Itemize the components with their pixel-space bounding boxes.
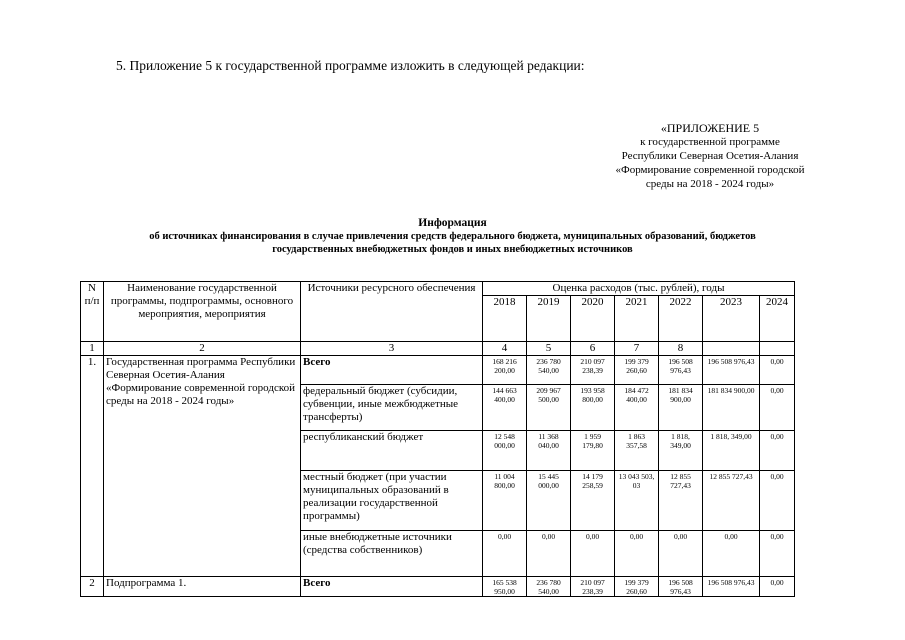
value-cell: 0,00 (760, 431, 795, 471)
value-cell: 0,00 (571, 531, 615, 577)
value-cell: 15 445 000,00 (527, 471, 571, 531)
heading-title: Информация (418, 217, 487, 229)
value-cell: 193 958 800,00 (571, 385, 615, 431)
value-cell: 181 834 900,00 (703, 385, 760, 431)
column-number (760, 342, 795, 356)
value-cell: 210 097 238,39 (571, 577, 615, 597)
column-number: 4 (483, 342, 527, 356)
value-cell: 210 097 238,39 (571, 356, 615, 385)
value-cell: 11 004 800,00 (483, 471, 527, 531)
value-cell: 181 834 900,00 (659, 385, 703, 431)
value-cell: 165 538 950,00 (483, 577, 527, 597)
source-cell: республиканский бюджет (301, 431, 483, 471)
year-header: 2020 (571, 296, 615, 342)
value-cell: 0,00 (615, 531, 659, 577)
value-cell: 12 855 727,43 (703, 471, 760, 531)
value-cell: 1 959 179,80 (571, 431, 615, 471)
col-header-name: Наименование государственной программы, подпрограммы, основного мероприятия, мероприятия (104, 282, 301, 342)
year-header: 2023 (703, 296, 760, 342)
column-number: 5 (527, 342, 571, 356)
column-number: 3 (301, 342, 483, 356)
value-cell: 11 368 040,00 (527, 431, 571, 471)
appendix-line: Республики Северная Осетия-Алания (621, 150, 799, 162)
col-header-num: N п/п (81, 282, 104, 342)
column-number: 7 (615, 342, 659, 356)
value-cell: 199 379 260,60 (615, 356, 659, 385)
value-cell: 196 508 976,43 (703, 577, 760, 597)
table-row (81, 577, 795, 597)
value-cell: 12 548 000,00 (483, 431, 527, 471)
row-number: 1. (81, 356, 104, 577)
value-cell: 13 043 503, 03 (615, 471, 659, 531)
source-cell: федеральный бюджет (субсидии, субвенции, иные межбюджетные трансферты) (301, 385, 483, 431)
value-cell: 196 508 976,43 (659, 577, 703, 597)
value-cell: 0,00 (527, 531, 571, 577)
value-cell: 196 508 976,43 (703, 356, 760, 385)
table-row (81, 356, 795, 385)
value-cell: 1 863 357,58 (615, 431, 659, 471)
value-cell: 184 472 400,00 (615, 385, 659, 431)
subprogram-name: Подпрограмма 1. (104, 577, 301, 597)
year-header: 2024 (760, 296, 795, 342)
row-number: 2 (81, 577, 104, 597)
column-number: 2 (104, 342, 301, 356)
col-header-source: Источники ресурсного обеспечения (301, 282, 483, 342)
value-cell: 14 179 258,59 (571, 471, 615, 531)
table-heading (60, 216, 845, 256)
value-cell: 0,00 (760, 531, 795, 577)
value-cell: 0,00 (703, 531, 760, 577)
column-number: 8 (659, 342, 703, 356)
appendix-line: среды на 2018 - 2024 годы» (645, 178, 775, 190)
value-cell: 1 818, 349,00 (703, 431, 760, 471)
year-header: 2018 (483, 296, 527, 342)
appendix-block (590, 121, 830, 191)
value-cell: 0,00 (483, 531, 527, 577)
column-number: 6 (571, 342, 615, 356)
column-number: 1 (81, 342, 104, 356)
source-cell: Всего (301, 356, 483, 385)
year-header: 2019 (527, 296, 571, 342)
column-number-row (81, 342, 795, 356)
value-cell: 0,00 (760, 385, 795, 431)
value-cell: 236 780 540,00 (527, 577, 571, 597)
appendix-line: «Формирование современной городской (615, 164, 805, 176)
value-cell: 236 780 540,00 (527, 356, 571, 385)
value-cell: 0,00 (760, 577, 795, 597)
value-cell: 1 818, 349,00 (659, 431, 703, 471)
col-header-estimate: Оценка расходов (тыс. рублей), годы (483, 282, 795, 296)
intro-text: 5. Приложение 5 к государственной программе изложить в следующей редакции: (116, 58, 585, 73)
funding-table (80, 281, 795, 597)
heading-line: государственных внебюджетных фондов и иных внебюджетных источников (272, 244, 633, 255)
source-cell: Всего (301, 577, 483, 597)
value-cell: 0,00 (760, 471, 795, 531)
value-cell: 0,00 (760, 356, 795, 385)
value-cell: 0,00 (659, 531, 703, 577)
heading-line: об источниках финансирования в случае привлечения средств федерального бюджета, муниципальных образований, бюджетов (149, 231, 756, 242)
source-cell: иные внебюджетные источники (средства собственников) (301, 531, 483, 577)
value-cell: 199 379 260,60 (615, 577, 659, 597)
value-cell: 168 216 200,00 (483, 356, 527, 385)
value-cell: 144 663 400,00 (483, 385, 527, 431)
header-row (81, 282, 795, 296)
value-cell: 196 508 976,43 (659, 356, 703, 385)
appendix-line: к государственной программе (640, 136, 780, 148)
appendix-line: «ПРИЛОЖЕНИЕ 5 (660, 121, 760, 135)
value-cell: 209 967 500,00 (527, 385, 571, 431)
program-name: Государственная программа Республики Северная Осетия-Алания «Формирование современной городской среды на 2018 - 2024 годы» (104, 356, 301, 577)
year-header: 2022 (659, 296, 703, 342)
source-cell: местный бюджет (при участии муниципальных образований в реализации государственной программы) (301, 471, 483, 531)
year-header: 2021 (615, 296, 659, 342)
value-cell: 12 855 727,43 (659, 471, 703, 531)
column-number (703, 342, 760, 356)
